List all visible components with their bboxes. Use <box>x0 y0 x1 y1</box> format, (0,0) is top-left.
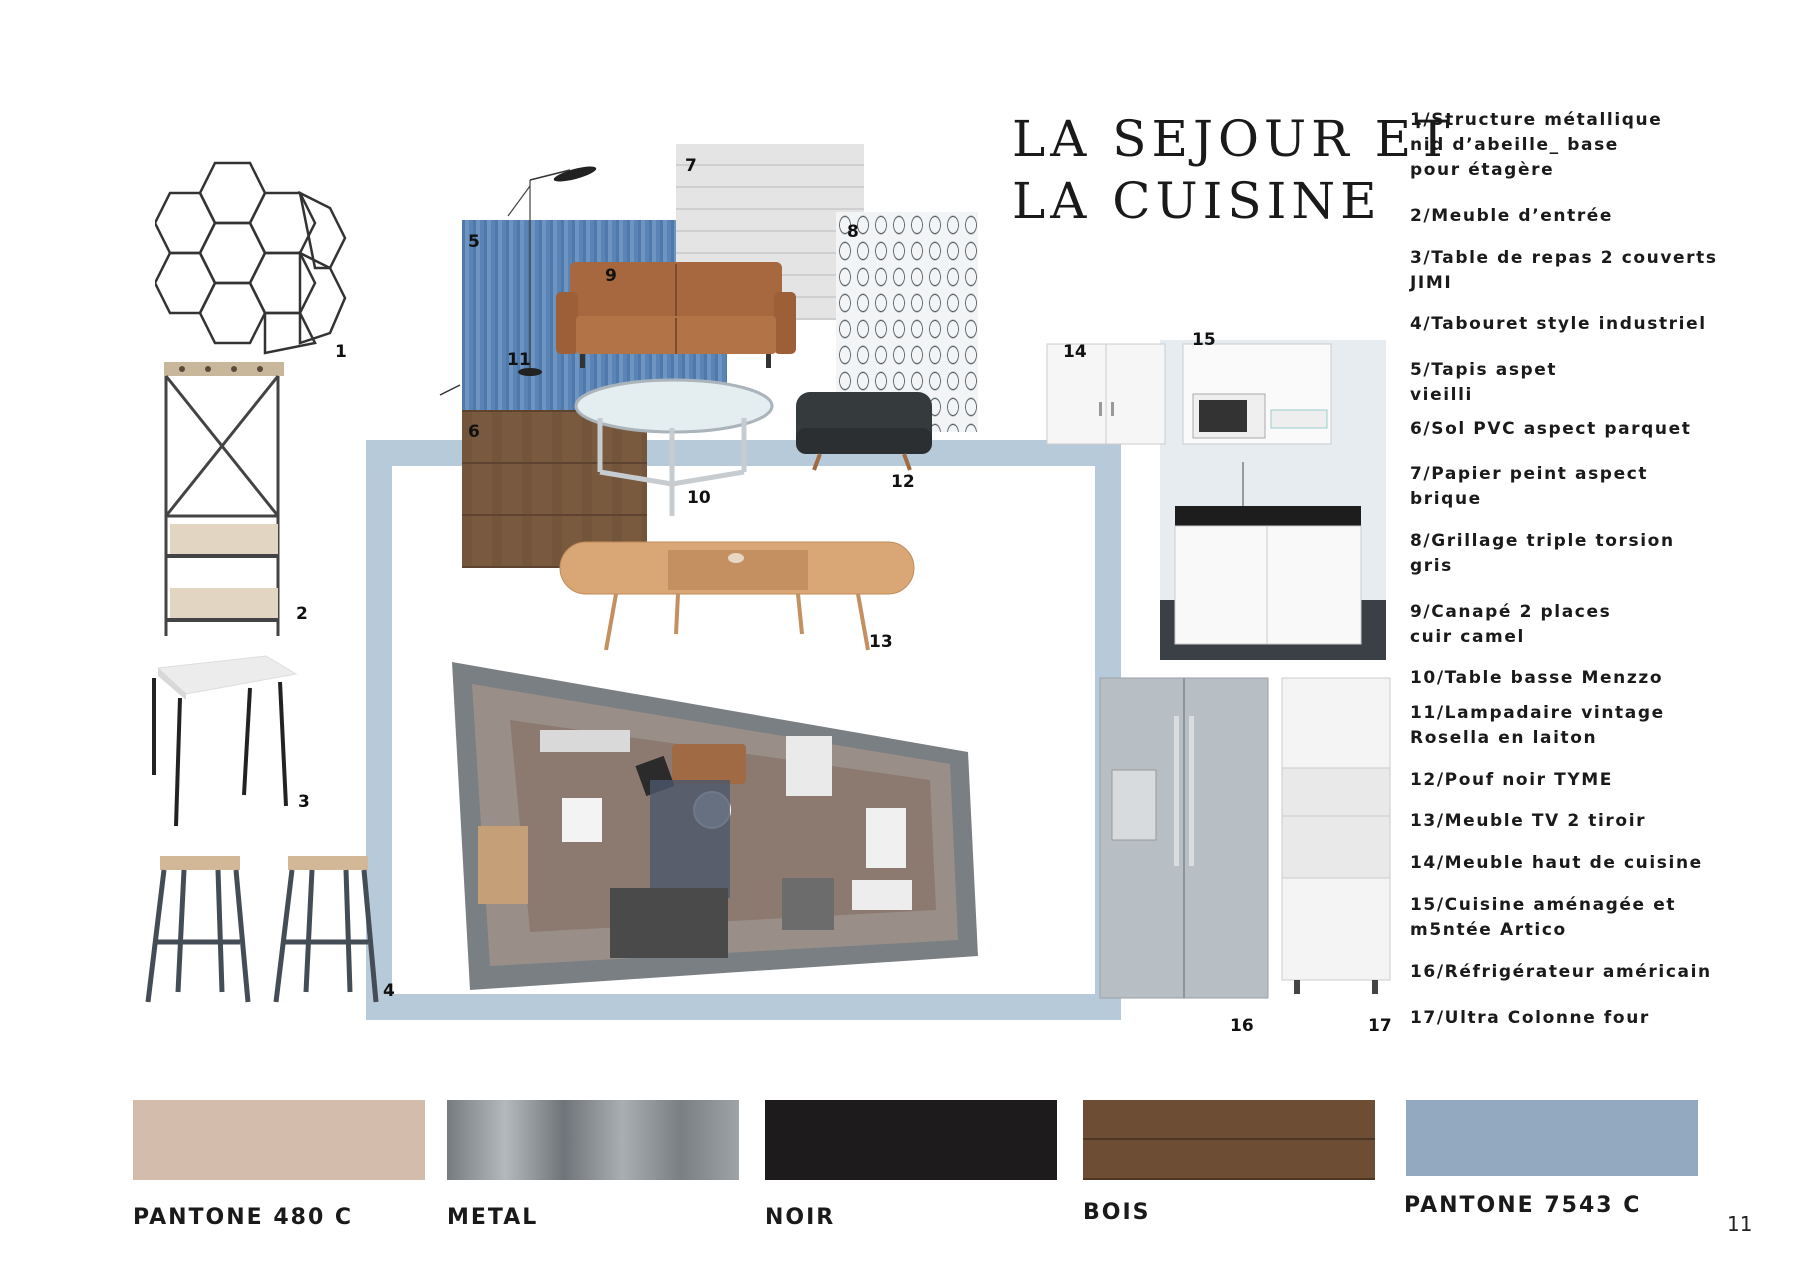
title-line-2: LA CUISINE <box>1012 172 1382 230</box>
swatch-label-noir: NOIR <box>765 1205 836 1230</box>
american-fridge-image <box>1098 676 1270 1002</box>
item-number-7: 7 <box>685 156 697 176</box>
item-number-14: 14 <box>1063 342 1087 362</box>
swatch-noir <box>765 1100 1057 1180</box>
item-number-1: 1 <box>335 342 347 362</box>
swatch-label-pantone-7543c: PANTONE 7543 C <box>1404 1193 1642 1218</box>
item-number-9: 9 <box>605 266 617 286</box>
legend-item-12: 12/Pouf noir TYME <box>1410 770 1613 790</box>
legend-item-8: 8/Grillage triple torsion gris <box>1410 531 1675 576</box>
hall-stand-image <box>160 356 290 641</box>
legend-item-10: 10/Table basse Menzzo <box>1410 668 1664 688</box>
legend-item-1: 1/Structure métallique nid d’abeille_ base pour étagère <box>1410 110 1663 180</box>
item-number-4: 4 <box>383 981 395 1001</box>
honeycomb-shelf-image <box>155 158 355 358</box>
legend-item-9: 9/Canapé 2 places cuir camel <box>1410 602 1612 647</box>
dining-table-image <box>140 650 300 830</box>
item-number-6: 6 <box>468 422 480 442</box>
swatch-label-metal: METAL <box>447 1205 539 1230</box>
item-number-10: 10 <box>687 488 711 508</box>
page-title <box>1012 108 1455 232</box>
item-number-12: 12 <box>891 472 915 492</box>
swatch-pantone-480c <box>133 1100 425 1180</box>
kitchen-units-image <box>1045 342 1385 652</box>
legend-item-6: 6/Sol PVC aspect parquet <box>1410 419 1692 439</box>
item-number-17: 17 <box>1368 1016 1392 1036</box>
swatch-label-bois: BOIS <box>1083 1200 1151 1225</box>
legend-item-13: 13/Meuble TV 2 tiroir <box>1410 811 1647 831</box>
coffee-table-image <box>574 378 774 518</box>
page-number: 11 <box>1727 1212 1753 1236</box>
swatch-pantone-7543c <box>1406 1100 1698 1176</box>
legend-item-16: 16/Réfrigérateur américain <box>1410 962 1712 982</box>
legend-item-11: 11/Lampadaire vintage Rosella en laiton <box>1410 703 1665 748</box>
swatch-bois <box>1083 1100 1375 1180</box>
tv-unit-image <box>558 538 918 658</box>
item-number-13: 13 <box>869 632 893 652</box>
legend-item-14: 14/Meuble haut de cuisine <box>1410 853 1703 873</box>
floor-plan-image <box>450 660 980 992</box>
item-number-16: 16 <box>1230 1016 1254 1036</box>
item-number-3: 3 <box>298 792 310 812</box>
item-number-8: 8 <box>847 222 859 242</box>
legend-item-15: 15/Cuisine aménagée et m5ntée Artico <box>1410 895 1677 940</box>
legend-item-7: 7/Papier peint aspect brique <box>1410 464 1649 509</box>
black-pouf-image <box>792 388 937 488</box>
item-number-2: 2 <box>296 604 308 624</box>
item-number-15: 15 <box>1192 330 1216 350</box>
swatch-metal <box>447 1100 739 1180</box>
legend-item-5: 5/Tapis aspet vieilli <box>1410 360 1558 405</box>
oven-column-image <box>1280 676 1392 996</box>
item-number-11: 11 <box>507 350 531 370</box>
legend-item-4: 4/Tabouret style industriel <box>1410 314 1707 334</box>
industrial-stools-image <box>140 852 380 1012</box>
title-line-1: LA SEJOUR ET <box>1012 110 1455 168</box>
swatch-label-pantone-480c: PANTONE 480 C <box>133 1205 354 1230</box>
item-number-5: 5 <box>468 232 480 252</box>
legend-item-2: 2/Meuble d’entrée <box>1410 206 1614 226</box>
camel-sofa-image <box>556 258 796 370</box>
legend-item-17: 17/Ultra Colonne four <box>1410 1008 1650 1028</box>
legend-item-3: 3/Table de repas 2 couverts JIMI <box>1410 248 1718 293</box>
